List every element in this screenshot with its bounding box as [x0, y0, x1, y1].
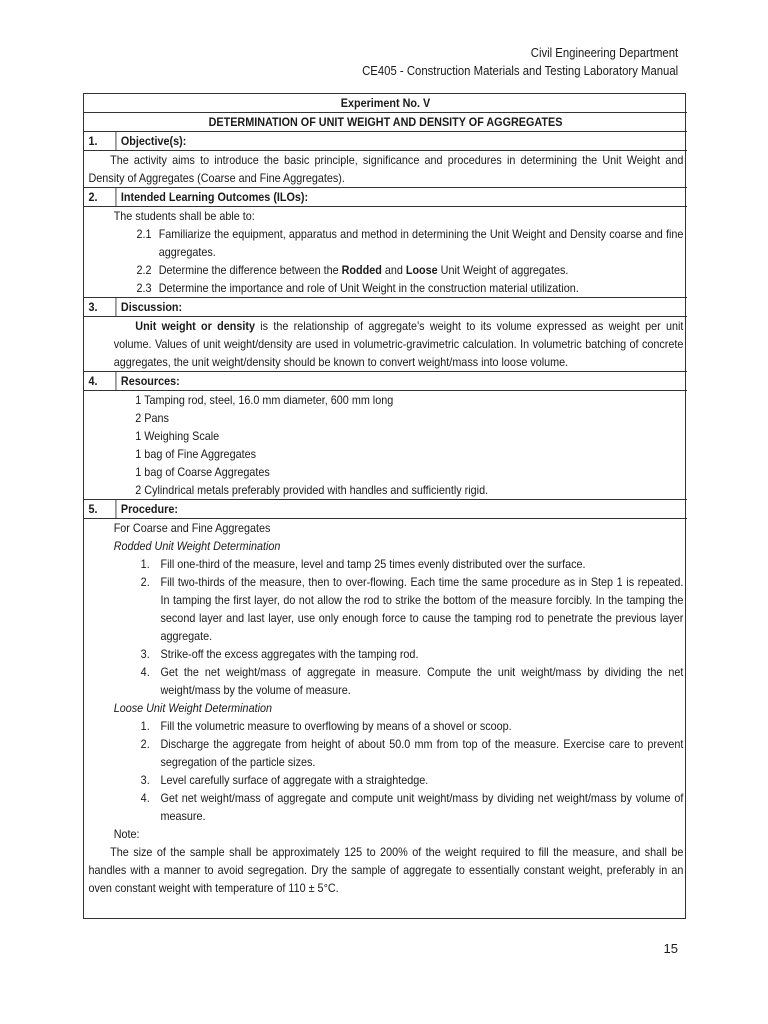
- resource-item: 2 Cylindrical metals preferably provided with handles and sufficiently rigid.: [135, 483, 489, 497]
- item-text: Fill the volumetric measure to overflowing by means of a shovel or scoop.: [160, 719, 512, 733]
- item-text: [152, 261, 684, 279]
- note-text: The size of the sample shall be approximately 125 to 200% of the weight required to fill the measure, and shall be handles with a manner to avoid segregation. Dry the sample of aggregate to essentially constant weight, preferably in an oven constant weight with temperature of 110 ± 5°C.: [88, 845, 684, 895]
- item-number: 2.: [140, 737, 150, 751]
- loose-subheading: Loose Unit Weight Determination: [113, 701, 272, 715]
- note-label: Note:: [113, 827, 140, 841]
- item-number: 2.3: [136, 281, 152, 295]
- section-header-procedure: [84, 500, 687, 519]
- objectives-text: The activity aims to introduce the basic principle, significance and procedures in determining the Unit Weight and Density of Aggregates (Coarse and Fine Aggregates).: [84, 151, 687, 188]
- resource-item: 1 Weighing Scale: [135, 429, 220, 443]
- item-number: 2.1: [136, 227, 152, 241]
- item-number: 2.: [140, 575, 150, 589]
- section-header-resources: [84, 372, 687, 391]
- item-text: Strike-off the excess aggregates with the tamping rod.: [160, 647, 419, 661]
- section-header-discussion: [84, 298, 687, 317]
- department-name: Civil Engineering Department: [530, 46, 678, 60]
- item-text: Level carefully surface of aggregate with a straightedge.: [160, 773, 429, 787]
- section-number: 5.: [84, 500, 116, 518]
- bold-term: Unit weight or density: [135, 319, 255, 333]
- discussion-text: [84, 317, 687, 372]
- item-number: 3.: [140, 647, 150, 661]
- list-item: [114, 261, 684, 279]
- item-number: 1.: [140, 719, 150, 733]
- section-label: Intended Learning Outcomes (ILOs):: [120, 190, 309, 204]
- list-item: [114, 279, 684, 297]
- item-text: Get net weight/mass of aggregate and compute unit weight/mass by dividing net weight/mass by volume of measure.: [160, 791, 684, 823]
- ilos-body: [84, 207, 687, 298]
- resource-item: 1 Tamping rod, steel, 16.0 mm diameter, 600 mm long: [135, 393, 394, 407]
- list-item: [114, 735, 684, 771]
- section-label: Resources:: [120, 374, 180, 388]
- list-item: [114, 717, 684, 735]
- bold-term: Rodded: [341, 263, 382, 277]
- item-text: Familiarize the equipment, apparatus and method in determining the Unit Weight and Density coarse and fine aggregates.: [158, 227, 684, 259]
- experiment-table: [83, 93, 686, 919]
- experiment-title: DETERMINATION OF UNIT WEIGHT AND DENSITY OF AGGREGATES: [84, 113, 687, 132]
- section-header-objectives: [84, 132, 687, 151]
- resources-list: [84, 391, 687, 500]
- rodded-subheading: Rodded Unit Weight Determination: [113, 539, 281, 553]
- procedure-body: [84, 519, 687, 897]
- text-segment: Unit Weight of aggregates.: [437, 263, 569, 277]
- list-item: [114, 225, 684, 261]
- item-text: Discharge the aggregate from height of about 50.0 mm from top of the measure. Exercise care to prevent segregation of the particle sizes.: [160, 737, 684, 769]
- section-number: 4.: [84, 372, 116, 390]
- list-item: [114, 645, 684, 663]
- resource-item: 1 bag of Coarse Aggregates: [135, 465, 270, 479]
- section-number: 3.: [84, 298, 116, 316]
- item-number: 3.: [140, 773, 150, 787]
- list-item: [114, 555, 684, 573]
- section-number: 1.: [84, 132, 116, 150]
- bold-term: Loose: [405, 263, 438, 277]
- text-segment: Determine the difference between the: [158, 263, 342, 277]
- item-number: 4.: [140, 791, 150, 805]
- section-label: Objective(s):: [120, 134, 187, 148]
- experiment-number: Experiment No. V: [84, 94, 687, 113]
- page-header: [362, 44, 678, 80]
- section-label: Discussion:: [120, 300, 183, 314]
- list-item: [114, 663, 684, 699]
- text-segment: is the relationship of aggregate's weight to its volume expressed as weight per unit volume. Values of unit weight/density are used in volumetric-gravimetric calculation. In volumetric batching of concrete aggregates, the unit weight/density should be known to convert weight/mass into loose volume.: [113, 319, 684, 369]
- item-text: Determine the importance and role of Unit Weight in the construction material utilization.: [158, 281, 579, 295]
- course-title: CE405 - Construction Materials and Testing Laboratory Manual: [361, 64, 678, 78]
- list-item: [114, 573, 684, 645]
- list-item: [114, 771, 684, 789]
- resource-item: 2 Pans: [135, 411, 169, 425]
- item-text: Fill two-thirds of the measure, then to over-flowing. Each time the same procedure as in Step 1 is repeated. In tamping the first layer, do not allow the rod to strike the bottom of the measure forcibly. In the tamping the second layer and last layer, use only enough force to cause the tamping rod to penetrate the previous layer aggregate.: [160, 575, 684, 643]
- section-label: Procedure:: [120, 502, 178, 516]
- resource-item: 1 bag of Fine Aggregates: [135, 447, 256, 461]
- item-text: Get the net weight/mass of aggregate in measure. Compute the unit weight/mass by dividing the net weight/mass by the volume of measure.: [160, 665, 684, 697]
- ilos-intro: The students shall be able to:: [113, 209, 255, 223]
- item-number: 2.2: [136, 263, 152, 277]
- section-number: 2.: [84, 188, 116, 206]
- list-item: [114, 789, 684, 825]
- section-header-ilos: [84, 188, 687, 207]
- item-text: Fill one-third of the measure, level and tamp 25 times evenly distributed over the surface.: [160, 557, 586, 571]
- page-number: 15: [663, 941, 678, 956]
- item-number: 1.: [140, 557, 150, 571]
- procedure-intro: For Coarse and Fine Aggregates: [113, 521, 271, 535]
- item-number: 4.: [140, 665, 150, 679]
- text-segment: and: [381, 263, 406, 277]
